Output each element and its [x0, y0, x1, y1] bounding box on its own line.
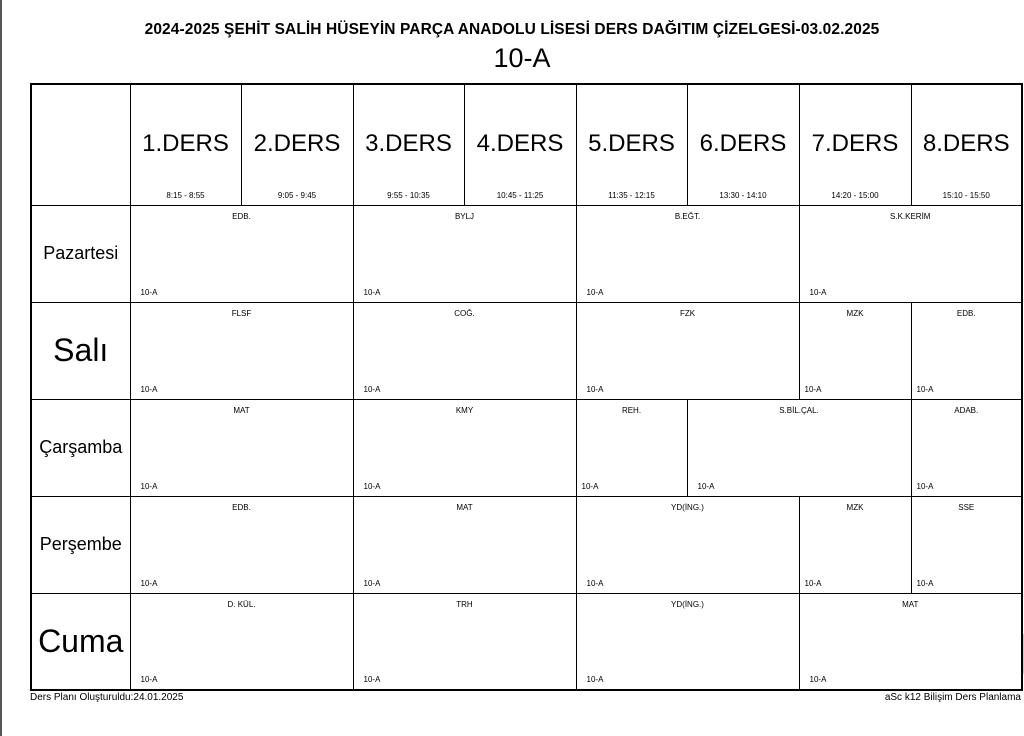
lesson-cell [576, 302, 799, 399]
software-credit: aSc k12 Bilişim Ders Planlama [884, 692, 1021, 703]
lesson-group: 10-A [586, 578, 604, 588]
day-cell [31, 205, 130, 302]
period-label: 1.DERS [142, 130, 229, 157]
period-label: 7.DERS [811, 130, 899, 157]
lesson-cell [130, 399, 353, 496]
day-name: Cuma [38, 622, 124, 659]
lesson-group: 10-A [586, 675, 604, 684]
lesson-subject: SSE [958, 502, 975, 512]
day-cell [31, 593, 130, 690]
lesson-subject: BYLJ [454, 211, 475, 221]
lesson-group: 10-A [581, 481, 599, 491]
lesson-cell [130, 593, 353, 690]
period-header [353, 84, 464, 205]
lesson-cell [576, 399, 687, 496]
lesson-group: 10-A [363, 675, 381, 684]
day-name: Çarşamba [39, 437, 123, 457]
lesson-cell [911, 496, 1022, 593]
lesson-subject: S.BİL.ÇAL. [779, 405, 819, 415]
lesson-group: 10-A [140, 384, 158, 394]
day-row-pazartesi [31, 205, 1022, 302]
period-time: 13:30 - 14:10 [719, 190, 767, 200]
day-row-sali [31, 302, 1022, 399]
lesson-group: 10-A [363, 287, 381, 297]
period-label: 8.DERS [922, 130, 1010, 157]
lesson-subject: MZK [846, 502, 864, 512]
lesson-group: 10-A [809, 287, 827, 297]
lesson-subject: MAT [456, 502, 473, 512]
period-label: 2.DERS [253, 130, 341, 157]
lesson-subject: TRH [456, 599, 473, 609]
day-name: Pazartesi [43, 243, 119, 263]
lesson-cell [130, 205, 353, 302]
created-date-note: Ders Planı Oluşturuldu:24.01.2025 [30, 692, 184, 703]
day-row-carsamba [31, 399, 1022, 496]
period-header [130, 84, 241, 205]
day-cell [31, 496, 130, 593]
page-left-border [0, 0, 2, 736]
lesson-cell [911, 399, 1022, 496]
day-cell [31, 302, 130, 399]
period-time: 9:05 - 9:45 [277, 190, 317, 200]
period-label: 4.DERS [476, 130, 564, 157]
lesson-cell [353, 302, 576, 399]
timetable-grid [30, 83, 1023, 691]
lesson-subject: FLSF [231, 308, 252, 318]
lesson-group: 10-A [140, 578, 158, 588]
period-time: 14:20 - 15:00 [831, 190, 879, 200]
period-header [687, 84, 799, 205]
lesson-cell [911, 302, 1022, 399]
lesson-cell [576, 593, 799, 690]
lesson-group: 10-A [363, 578, 381, 588]
lesson-cell [353, 399, 576, 496]
period-time: 15:10 - 15:50 [942, 190, 990, 200]
day-name: Salı [53, 332, 109, 368]
lesson-group: 10-A [586, 384, 604, 394]
period-header [464, 84, 576, 205]
period-header-row [31, 84, 1022, 205]
period-time: 8:15 - 8:55 [166, 190, 205, 200]
lesson-group: 10-A [916, 384, 934, 394]
lesson-cell [799, 496, 911, 593]
period-time: 11:35 - 12:15 [608, 190, 655, 200]
day-row-persembe [31, 496, 1022, 593]
lesson-group: 10-A [363, 481, 381, 491]
lesson-group: 10-A [586, 287, 604, 297]
lesson-group: 10-A [140, 675, 158, 684]
lesson-cell [353, 593, 576, 690]
period-time: 9:55 - 10:35 [387, 190, 430, 200]
day-cell [31, 399, 130, 496]
schedule-title: 2024-2025 ŞEHİT SALİH HÜSEYİN PARÇA ANADOLU LİSESİ DERS DAĞITIM ÇİZELGESİ-03.02.2025 [144, 21, 880, 38]
lesson-group: 10-A [140, 481, 158, 491]
lesson-subject: EDB. [956, 308, 976, 318]
lesson-subject: REH. [621, 405, 642, 415]
lesson-cell [687, 399, 911, 496]
lesson-subject: FZK [679, 308, 696, 318]
period-label: 6.DERS [699, 130, 787, 157]
lesson-group: 10-A [804, 578, 822, 588]
period-header [241, 84, 353, 205]
class-name: 10-A [493, 43, 551, 73]
period-header [576, 84, 687, 205]
lesson-cell [353, 496, 576, 593]
lesson-group: 10-A [697, 481, 715, 491]
lesson-subject: KMY [455, 405, 474, 415]
lesson-cell [576, 205, 799, 302]
lesson-subject: YD(İNG.) [671, 502, 704, 512]
day-name: Perşembe [39, 534, 122, 554]
period-time: 10:45 - 11:25 [496, 190, 544, 200]
lesson-group: 10-A [363, 384, 381, 394]
lesson-cell [353, 205, 576, 302]
lesson-cell [799, 593, 1022, 690]
lesson-subject: S.K.KERİM [890, 211, 931, 221]
period-label: 3.DERS [365, 130, 452, 157]
lesson-subject: MAT [902, 599, 919, 609]
period-label: 5.DERS [588, 130, 675, 157]
period-header [799, 84, 911, 205]
period-header [911, 84, 1022, 205]
lesson-subject: MAT [233, 405, 250, 415]
lesson-group: 10-A [809, 675, 827, 684]
lesson-subject: EDB. [232, 502, 251, 512]
lesson-cell [799, 302, 911, 399]
lesson-subject: YD(İNG.) [671, 599, 704, 609]
lesson-subject: MZK [846, 308, 864, 318]
lesson-subject: D. KÜL. [227, 599, 256, 609]
lesson-cell [130, 302, 353, 399]
lesson-group: 10-A [916, 481, 934, 491]
lesson-group: 10-A [140, 287, 158, 297]
lesson-subject: B.EĞT. [674, 211, 701, 221]
lesson-cell [576, 496, 799, 593]
lesson-group: 10-A [804, 384, 822, 394]
day-row-cuma [31, 593, 1022, 690]
corner-cell [31, 84, 130, 205]
lesson-subject: EDB. [232, 211, 251, 221]
lesson-cell [799, 205, 1022, 302]
lesson-subject: ADAB. [954, 405, 979, 415]
lesson-cell [130, 496, 353, 593]
lesson-subject: COĞ. [454, 308, 475, 318]
lesson-group: 10-A [916, 578, 934, 588]
